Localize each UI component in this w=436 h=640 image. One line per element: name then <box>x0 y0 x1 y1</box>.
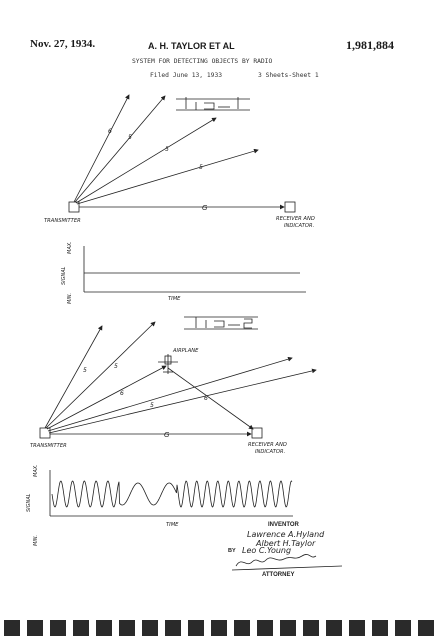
fig2-receiver-label-2: INDICATOR. <box>255 449 286 455</box>
fig1-ray-3 <box>76 118 216 203</box>
fig2-receiver-label-1: RECEIVER AND <box>248 442 287 448</box>
sheet-count: 3 Sheets-Sheet 1 <box>258 72 319 79</box>
fig1-max-label: MAX. <box>67 241 73 254</box>
film-hole <box>4 620 20 636</box>
fig1-label <box>176 97 250 110</box>
film-hole <box>165 620 181 636</box>
fig1-ray-label-3: 5 <box>165 146 169 153</box>
fig2-direct-ray-label: G <box>164 431 170 439</box>
film-hole <box>96 620 112 636</box>
film-hole <box>73 620 89 636</box>
fig2-signal-trace <box>52 481 292 507</box>
film-hole <box>303 620 319 636</box>
film-hole <box>372 620 388 636</box>
fig1-receiver-label-1: RECEIVER AND <box>276 216 315 222</box>
film-hole <box>27 620 43 636</box>
film-hole <box>418 620 434 636</box>
fig1-min-label: MIN. <box>67 292 73 304</box>
airplane-label: AIRPLANE <box>173 348 199 354</box>
fig2-label <box>184 317 258 329</box>
fig2-ray-label-1: 5 <box>83 367 87 374</box>
film-hole <box>211 620 227 636</box>
film-hole <box>257 620 273 636</box>
fig2-signal-axis-label: SIGNAL <box>26 493 32 512</box>
signature-block <box>228 522 342 578</box>
fig2-ray-label-4: 5 <box>150 402 154 409</box>
film-hole <box>280 620 296 636</box>
fig2-reflected-ray <box>168 368 253 429</box>
film-hole <box>326 620 342 636</box>
fig2-ray-label-5: 6 <box>204 395 208 402</box>
inventor-name-2: Albert H.Taylor <box>256 539 316 548</box>
fig2-receiver-box <box>252 428 262 438</box>
by-label: BY <box>228 548 236 554</box>
fig1-label-text: Fig. 1 <box>213 108 216 109</box>
fig1-transmitter-label: TRANSMITTER <box>44 218 81 224</box>
fig2-ray-4 <box>49 370 316 433</box>
filed-date: Filed June 13, 1933 <box>150 72 223 79</box>
fig2-time-label: TIME <box>166 522 179 528</box>
film-hole <box>50 620 66 636</box>
patent-date: Nov. 27, 1934. <box>30 38 96 50</box>
film-hole <box>142 620 158 636</box>
attorney-signature <box>232 554 342 570</box>
film-hole <box>234 620 250 636</box>
fig2-label-text: Fig. 2 <box>220 326 223 327</box>
fig1-ray-4 <box>77 150 258 204</box>
fig1-receiver-box <box>285 202 295 212</box>
attorney-heading: ATTORNEY <box>262 572 295 578</box>
film-strip-border <box>0 616 436 640</box>
inventor-heading: INVENTOR <box>268 522 299 528</box>
film-hole <box>119 620 135 636</box>
film-hole <box>395 620 411 636</box>
fig2-transmitter-label: TRANSMITTER <box>30 443 67 449</box>
fig1-ray-label-2: 5 <box>128 134 132 141</box>
figure-1 <box>44 95 315 304</box>
film-hole <box>349 620 365 636</box>
fig2-ray-label-3: 6 <box>120 390 124 397</box>
fig2-ray-label-2: 5 <box>114 363 118 370</box>
fig2-max-label: MAX. <box>33 464 39 477</box>
inventors-header: A. H. TAYLOR ET AL <box>148 41 235 51</box>
fig1-signal-axis-label: SIGNAL <box>61 266 67 285</box>
fig2-transmitter-box <box>40 428 50 438</box>
airplane-icon <box>158 354 178 374</box>
fig1-ray-label-1: 6 <box>108 128 112 135</box>
figure-2 <box>26 317 316 546</box>
fig1-direct-ray-label: G <box>202 204 208 212</box>
fig2-min-label: MIN. <box>33 534 39 546</box>
patent-number: 1,981,884 <box>346 38 394 52</box>
fig2-ray-1 <box>45 326 102 428</box>
fig1-receiver-label-2: INDICATOR. <box>284 223 315 229</box>
inventor-name-3: Leo C.Young <box>242 546 292 555</box>
fig1-ray-label-4: 5 <box>199 164 203 171</box>
film-hole <box>188 620 204 636</box>
inventor-name-1: Lawrence A.Hyland <box>247 530 325 539</box>
patent-title: SYSTEM FOR DETECTING OBJECTS BY RADIO <box>132 58 273 65</box>
fig1-time-label: TIME <box>168 296 181 302</box>
